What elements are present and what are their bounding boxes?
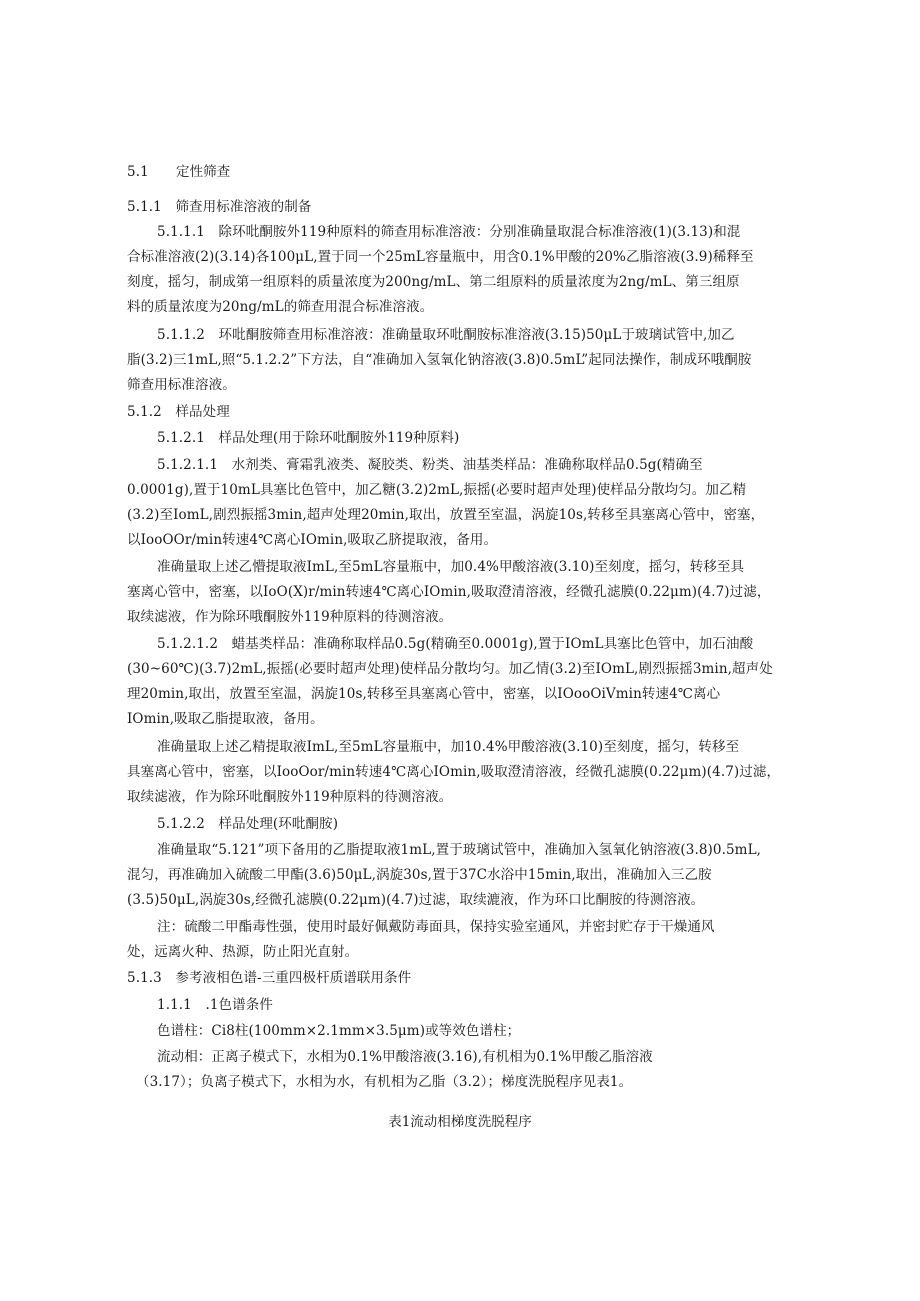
- paragraph-line: 筛查用标准溶液。: [127, 377, 236, 393]
- paragraph-line: 5.1.2.1.1 水剂类、膏霜乳液类、凝胶类、粉类、油基类样品：准确称取样品0.5g(精确至: [157, 457, 703, 473]
- paragraph-line: 5.1.2.1.2 蜡基类样品：准确称取样品0.5g(精确至0.0001g),置于IOmL具塞比色管中，加石油酸: [157, 636, 754, 652]
- subsection-heading: 5.1.2 样品处理: [127, 404, 230, 420]
- paragraph-line: 理20min,取出，放置至室温，涡旋10s,转移至具塞离心管中，密塞，以IOooOiVmin转速4℃离心: [127, 686, 721, 702]
- paragraph-line: 准确量取上述乙懵提取液ImL,至5mL容量瓶中，加0.4%甲酸溶液(3.10)至刻度，摇匀，转移至具: [157, 559, 745, 575]
- subsection-heading: 5.1.2.2 样品处理(环吡酮胺): [157, 816, 339, 832]
- paragraph-line: 具塞离心管中，密塞，以IooOor/min转速4℃离心IOmin,吸取澄清溶液，经微孔滤膜(0.22μm)(4.7)过滤，: [127, 764, 781, 780]
- paragraph-line: (3.5)50μL,涡旋30s,经微孔滤膜(0.22μm)(4.7)过滤，取续漉液，作为环口比酮胺的待测溶液。: [127, 892, 705, 908]
- paragraph-line: 色谱柱：Ci8柱(100mm×2.1mm×3.5μm)或等效色谱柱；: [157, 1023, 521, 1039]
- paragraph-line: IOmin,吸取乙脂提取液，备用。: [127, 711, 324, 727]
- note-line: 处，远离火种、热源，防止阳光直射。: [127, 944, 359, 960]
- subsection-heading: 1.1.1 .1色谱条件: [157, 997, 273, 1013]
- paragraph-line: (30~60℃)(3.7)2mL,振摇(必要时超声处理)使样品分散均匀。加乙情(3.2)至IOmL,剧烈振摇3min,超声处: [127, 661, 773, 677]
- paragraph-line: 塞离心管中，密塞，以IoO(X)r/min转速4℃离心IOmin,吸取澄清溶液，经微孔滤膜(0.22μm)(4.7)过滤，: [127, 584, 771, 600]
- paragraph-line: 准确量取“5.121”项下备用的乙脂提取液1mL,置于玻璃试管中，准确加入氢氧化钠溶液(3.8)0.5mL,: [157, 842, 762, 858]
- subsection-heading: 5.1.3 参考液相色谱-三重四极杆质谱联用条件: [127, 970, 412, 986]
- subsection-heading: 5.1.2.1 样品处理(用于除环吡酮胺外119种原料): [157, 430, 460, 446]
- paragraph-line: 混匀，再准确加入硫酸二甲酯(3.6)50μL,涡旋30s,置于37C水浴中15min,取出，准确加入三乙胺: [127, 867, 712, 883]
- paragraph-line: 5.1.1.2 环吡酮胺筛查用标准溶液：准确量取环吡酮胺标准溶液(3.15)50μL于玻璃试管中,加乙: [157, 327, 735, 343]
- paragraph-line: 合标准溶液(2)(3.14)各100μL,置于同一个25mL容量瓶中，用含0.1%甲酸的20%乙脂溶液(3.9)稀释至: [127, 249, 754, 265]
- subsection-heading: 5.1.1 筛查用标准溶液的制备: [127, 199, 312, 215]
- paragraph-line: 5.1.1.1 除环吡酮胺外119种原料的筛查用标准溶液：分别准确量取混合标准溶液(1)(3.13)和混: [157, 224, 741, 240]
- table-caption: 表1流动相梯度洗脱程序: [388, 1114, 532, 1130]
- paragraph-line: (3.2)至IomL,剧烈振摇3min,超声处理20min,取出，放置至室温，涡旋10s,转移至具塞离心管中，密塞，: [127, 507, 765, 523]
- paragraph-line: 以IooOOr/min转速4℃离心IOmin,吸取乙脐提取液，备用。: [127, 532, 498, 548]
- paragraph-line: 流动相：正离子模式下，水相为0.1%甲酸溶液(3.16),有机相为0.1%甲酸乙脂溶液: [157, 1049, 653, 1065]
- paragraph-line: 0.0001g),置于10mL具塞比色管中，加乙糖(3.2)2mL,振摇(必要时超声处理)使样品分散均匀。加乙精: [127, 482, 747, 498]
- paragraph-line: 准确量取上述乙精提取液ImL,至5mL容量瓶中，加10.4%甲酸溶液(3.10)至刻度，摇匀，转移至: [157, 739, 740, 755]
- paragraph-line: 脂(3.2)三1mL,照“5.1.2.2”下方法，自“准确加入氢氧化钠溶液(3.8)0.5mL”起同法操作，制成环哦酮胺: [127, 352, 752, 368]
- note-line: 注：硫酸二甲酯毒性强，使用时最好佩戴防毒面具，保持实验室通风，并密封贮存于干燥通风: [157, 919, 715, 935]
- section-heading: 5.1 定性筛查: [127, 164, 231, 180]
- paragraph-line: 料的质量浓度为20ng/mL的筛查用混合标准溶液。: [127, 299, 434, 315]
- paragraph-line: 取续滤液，作为除环吡酮胺外119种原料的待测溶液。: [127, 789, 453, 805]
- paragraph-line: 刻度，摇匀，制成第一组原料的质量浓度为200ng/mL、第二组原料的质量浓度为2ng/mL、第三组原: [127, 274, 740, 290]
- paragraph-line: （3.17）；负离子模式下，水相为水，有机相为乙脂（3.2）；梯度洗脱程序见表1。: [136, 1074, 633, 1090]
- paragraph-line: 取续滤液，作为除环哦酮胺外119种原料的待测溶液。: [127, 609, 453, 625]
